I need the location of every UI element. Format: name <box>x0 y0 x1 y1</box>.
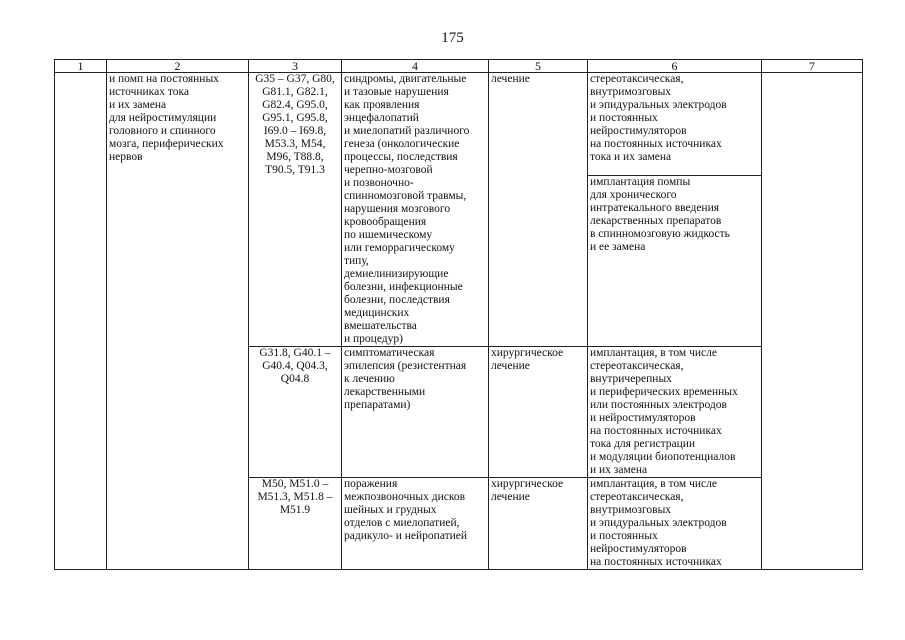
cell-service-name: и помп на постоянных источниках тока и их замена для нейростимуляции головного и спинного мозга, периферических нервов <box>107 73 249 570</box>
cell-icd-codes: M50, M51.0 – M51.3, M51.8 – M51.9 <box>249 478 342 570</box>
column-header-7: 7 <box>762 60 863 73</box>
column-header-4: 4 <box>342 60 489 73</box>
cell-col1-empty <box>55 73 107 570</box>
cell-treatment-method: имплантация помпы для хронического интратекального введения лекарственных препаратов в спинномозговую жидкость и ее замена <box>588 176 762 347</box>
cell-treatment-method: имплантация, в том числе стереотаксическая, внутримозговых и эпидуральных электродов и постоянных нейростимуляторов на постоянных источниках <box>588 478 762 570</box>
column-header-3: 3 <box>249 60 342 73</box>
cell-treatment-type: хирургическое лечение <box>489 347 588 478</box>
cell-disease-model: синдромы, двигательные и тазовые нарушения как проявления энцефалопатий и миелопатий различного генеза (онкологические процессы, последствия черепно-мозговой и позвоночно- спинномозговой травмы, нарушения мозгового кровообращения по ишемическому или геморрагическому типу, демиелинизирующие болезни, инфекционные болезни, последствия медицинских вмешательства и процедур) <box>342 73 489 347</box>
cell-icd-codes: G35 – G37, G80, G81.1, G82.1, G82.4, G95.0, G95.1, G95.8, I69.0 – I69.8, M53.3, M54, M96, T88.8, T90.5, T91.3 <box>249 73 342 347</box>
cell-treatment-type: лечение <box>489 73 588 347</box>
cell-treatment-type: хирургическое лечение <box>489 478 588 570</box>
header-row <box>55 60 863 73</box>
cell-icd-codes: G31.8, G40.1 – G40.4, Q04.3, Q04.8 <box>249 347 342 478</box>
column-header-2: 2 <box>107 60 249 73</box>
column-header-5: 5 <box>489 60 588 73</box>
cell-disease-model: поражения межпозвоночных дисков шейных и грудных отделов с миелопатией, радикуло- и нейропатией <box>342 478 489 570</box>
page-number: 175 <box>441 30 464 46</box>
column-header-6: 6 <box>588 60 762 73</box>
cell-treatment-method: имплантация, в том числе стереотаксическая, внутричерепных и периферических временных или постоянных электродов и нейростимуляторов на постоянных источниках тока для регистрации и модуляции биопотенциалов и их замена <box>588 347 762 478</box>
medical-services-table <box>54 59 863 570</box>
table-row <box>55 73 863 176</box>
column-header-1: 1 <box>55 60 107 73</box>
cell-treatment-method: стереотаксическая, внутримозговых и эпидуральных электродов и постоянных нейростимуляторов на постоянных источниках тока и их замена <box>588 73 762 176</box>
cell-disease-model: симптоматическая эпилепсия (резистентная к лечению лекарственными препаратами) <box>342 347 489 478</box>
cell-col7-empty <box>762 73 863 570</box>
